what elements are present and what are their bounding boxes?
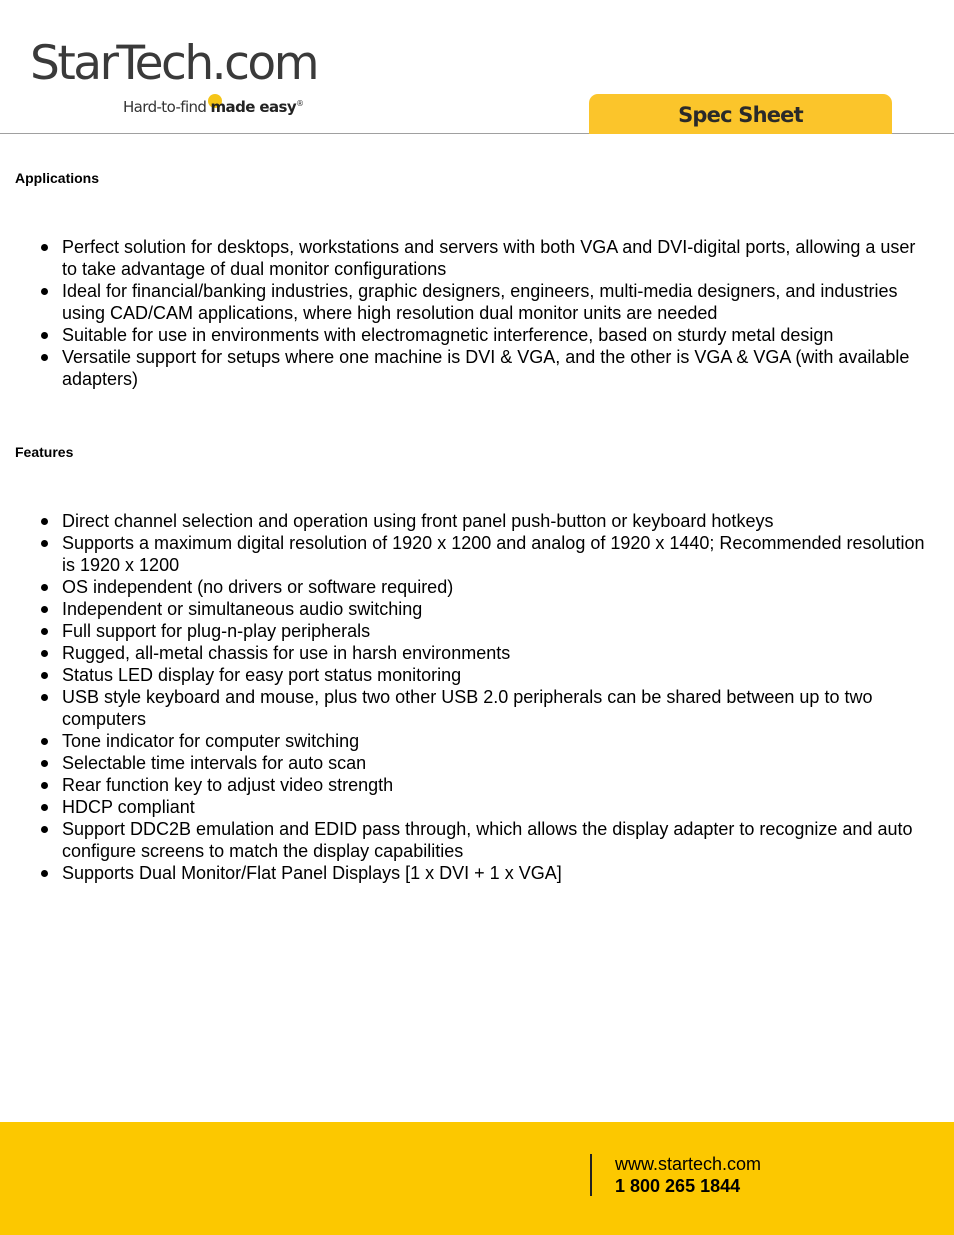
bullet-icon — [41, 804, 48, 811]
bullet-icon — [41, 782, 48, 789]
spec-sheet-tab: Spec Sheet — [589, 94, 892, 134]
list-item-text: Rugged, all-metal chassis for use in harsh environments — [62, 643, 511, 663]
list-item — [0, 532, 934, 576]
tagline-bold: made easy — [210, 98, 297, 116]
list-item — [0, 818, 934, 862]
list-item — [0, 774, 934, 796]
bullet-icon — [41, 244, 48, 251]
list-item-text: Rear function key to adjust video strength — [62, 775, 394, 795]
list-item-text: Direct channel selection and operation using front panel push-button or keyboard hotkeys — [62, 511, 774, 531]
list-item-text: Tone indicator for computer switching — [62, 731, 360, 751]
list-item — [0, 576, 934, 598]
list-item-text: Support DDC2B emulation and EDID pass through, which allows the display adapter to recognize and auto configure screens to match the display capabilities — [62, 819, 913, 861]
applications-list — [0, 236, 934, 390]
list-item — [0, 324, 934, 346]
list-item — [0, 280, 934, 324]
list-item-text: Supports a maximum digital resolution of 1920 x 1200 and analog of 1920 x 1440; Recommended resolution is 1920 x 1200 — [62, 533, 925, 575]
bullet-icon — [41, 672, 48, 679]
list-item-text: OS independent (no drivers or software required) — [62, 577, 454, 597]
page-header — [0, 0, 954, 134]
list-item-text: Independent or simultaneous audio switching — [62, 599, 423, 619]
bullet-icon — [41, 540, 48, 547]
list-item-text: Ideal for financial/banking industries, graphic designers, engineers, multi-media designers, and industries using CAD/CAM applications, where high resolution dual monitor units are needed — [62, 281, 898, 323]
bullet-icon — [41, 584, 48, 591]
bullet-icon — [41, 826, 48, 833]
list-item-text: Selectable time intervals for auto scan — [62, 753, 367, 773]
list-item — [0, 620, 934, 642]
list-item-text: Status LED display for easy port status monitoring — [62, 665, 462, 685]
list-item — [0, 796, 934, 818]
bullet-icon — [41, 288, 48, 295]
phone-number: 1 800 265 1844 — [615, 1176, 741, 1196]
list-item — [0, 598, 934, 620]
list-item — [0, 862, 934, 884]
page-footer — [0, 1122, 954, 1235]
applications-heading: Applications — [15, 170, 100, 186]
bullet-icon — [41, 354, 48, 361]
bullet-icon — [41, 870, 48, 877]
bullet-icon — [41, 694, 48, 701]
logo-tagline — [123, 98, 303, 116]
list-item — [0, 686, 934, 730]
website-link[interactable]: www.startech.com — [615, 1154, 762, 1174]
list-item — [0, 664, 934, 686]
bullet-icon — [41, 738, 48, 745]
bullet-icon — [41, 606, 48, 613]
tagline-regular: Hard-to-find — [123, 98, 211, 116]
list-item-text: Supports Dual Monitor/Flat Panel Displays [1 x DVI + 1 x VGA] — [62, 863, 562, 883]
list-item-text: Perfect solution for desktops, workstations and servers with both VGA and DVI-digital ports, allowing a user to take advantage of dual monitor configurations — [62, 237, 916, 279]
list-item — [0, 346, 934, 390]
features-list — [0, 510, 934, 884]
bullet-icon — [41, 650, 48, 657]
list-item-text: Versatile support for setups where one machine is DVI & VGA, and the other is VGA & VGA (with available adapters) — [62, 347, 910, 389]
bullet-icon — [41, 332, 48, 339]
list-item — [0, 752, 934, 774]
footer-divider — [590, 1154, 592, 1196]
logo-wordmark: StarTech.com — [30, 36, 317, 91]
tagline-registered-mark: ® — [296, 99, 304, 108]
startech-logo — [30, 34, 330, 124]
list-item-text: USB style keyboard and mouse, plus two other USB 2.0 peripherals can be shared between up to two computers — [62, 687, 873, 729]
bullet-icon — [41, 760, 48, 767]
list-item — [0, 642, 934, 664]
list-item — [0, 730, 934, 752]
list-item-text: HDCP compliant — [62, 797, 195, 817]
list-item — [0, 236, 934, 280]
bullet-icon — [41, 518, 48, 525]
list-item-text: Suitable for use in environments with electromagnetic interference, based on sturdy metal design — [62, 325, 834, 345]
list-item-text: Full support for plug-n-play peripherals — [62, 621, 371, 641]
features-heading: Features — [15, 444, 74, 460]
bullet-icon — [41, 628, 48, 635]
list-item — [0, 510, 934, 532]
